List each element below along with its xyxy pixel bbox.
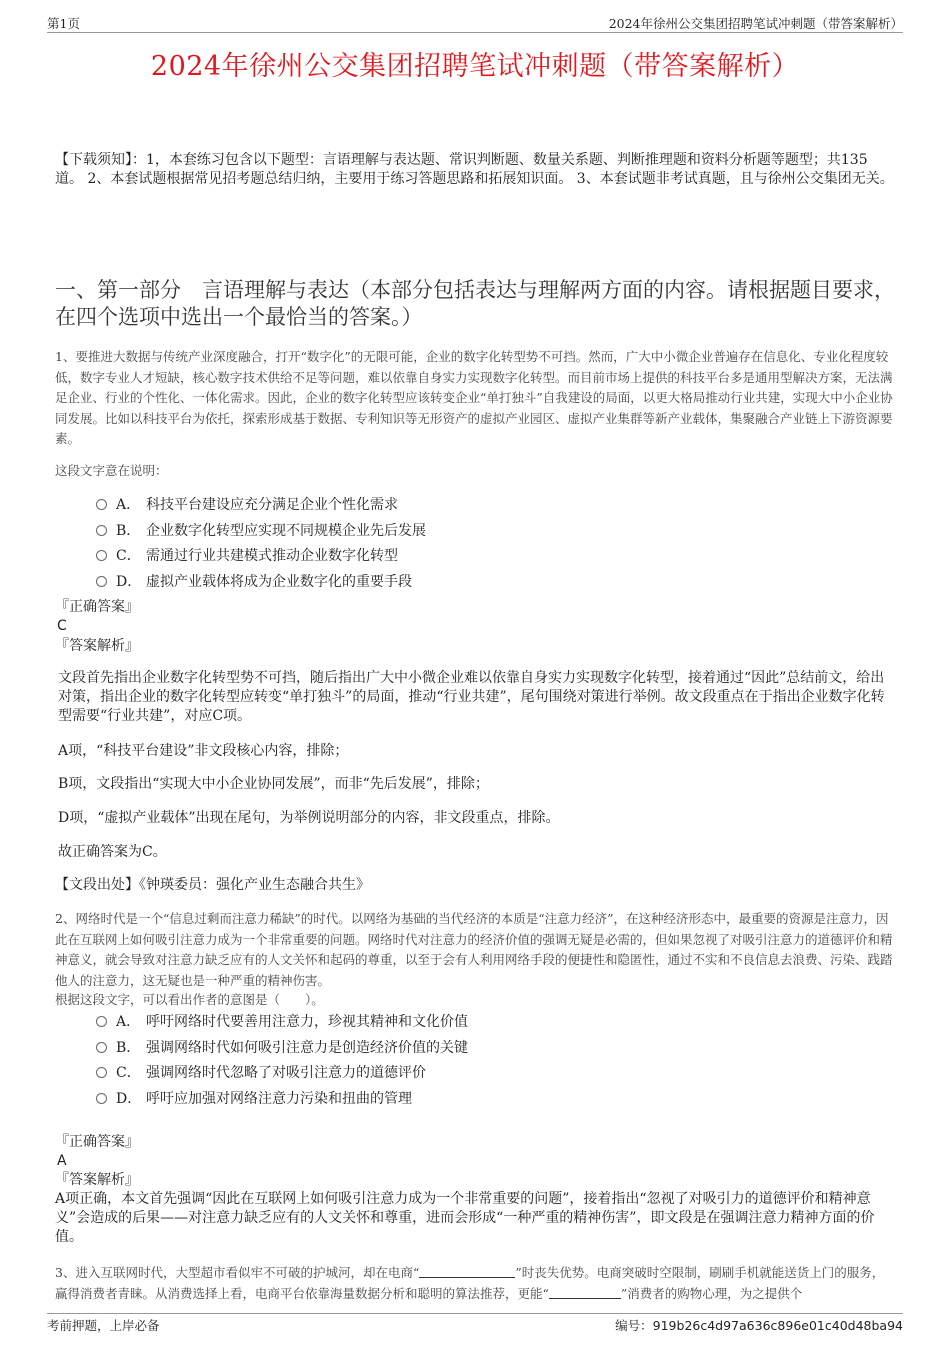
- footer-slogan: 考前押题，上岸必备: [47, 1318, 160, 1333]
- question-2-options: [96, 1010, 468, 1112]
- page-number: 第1页: [47, 16, 80, 31]
- question-2-option-c[interactable]: C． 强调网络时代忽略了对吸引注意力的道德评价: [96, 1061, 468, 1087]
- radio-icon[interactable]: [96, 499, 107, 510]
- radio-icon[interactable]: [96, 550, 107, 561]
- blank-2[interactable]: [549, 1286, 621, 1299]
- question-1-conclusion: 故正确答案为C。: [58, 844, 167, 860]
- question-2-answer: A: [57, 1153, 67, 1169]
- radio-icon[interactable]: [96, 1016, 107, 1027]
- download-notice: 【下载须知】：1，本套练习包含以下题型：言语理解与表达题、常识判断题、数量关系题、判断推理题和资料分析题等题型；共135道。 2、本套试题根据常见招考题总结归纳，主要用于练习答题思路和拓展知识面。 3、本套试题非考试真题，且与徐州公交集团无关。: [55, 152, 894, 187]
- question-1-option-b[interactable]: B． 企业数字化转型应实现不同规模企业先后发展: [96, 519, 426, 545]
- header-doc-title: 2024年徐州公交集团招聘笔试冲刺题（带答案解析）: [608, 16, 903, 31]
- question-1-analysis-a: A项，“科技平台建设”非文段核心内容，排除；: [58, 743, 349, 759]
- radio-icon[interactable]: [96, 1042, 107, 1053]
- question-2-analysis: A项正确，本文首先强调“因此在互联网上如何吸引注意力成为一个非常重要的问题”，接着指出“忽视了对吸引力的道德评价和精神意义”会造成的后果——对注意力缺乏应有的人文关怀和尊重，进而会形成“一种严重的精神伤害”，即文段是在强调注意力精神方面的价值。: [55, 1191, 875, 1245]
- question-1-option-a[interactable]: A． 科技平台建设应充分满足企业个性化需求: [96, 493, 426, 519]
- question-2-option-d[interactable]: D． 呼吁应加强对网络注意力污染和扭曲的管理: [96, 1087, 468, 1113]
- answer-analysis-label: 『答案解析』: [55, 638, 139, 654]
- correct-answer-label: 『正确答案』: [55, 1134, 139, 1150]
- radio-icon[interactable]: [96, 576, 107, 587]
- question-1-stem: 这段文字意在说明：: [55, 463, 168, 478]
- page-title: 2024年徐州公交集团招聘笔试冲刺题（带答案解析）: [150, 51, 800, 82]
- question-1-analysis-d: D项，“虚拟产业载体”出现在尾句，为举例说明部分的内容，非文段重点，排除。: [58, 810, 560, 826]
- question-1-option-c[interactable]: C． 需通过行业共建模式推动企业数字化转型: [96, 544, 426, 570]
- question-1-option-d[interactable]: D． 虚拟产业载体将成为企业数字化的重要手段: [96, 570, 426, 596]
- document-code: 编号：919b26c4d97a636c896e01c40d48ba94: [615, 1318, 903, 1333]
- section-heading: 一、第一部分 言语理解与表达（本部分包括表达与理解两方面的内容。请根据题目要求，在四个选项中选出一个最恰当的答案。）: [55, 278, 895, 329]
- question-3-text: 3、进入互联网时代，大型超市看似牢不可破的护城河，却在电商“ ”时丧失优势。电商突破时空限制，刷刷手机就能送货上门的服务，赢得消费者青睐。从消费选择上看，电商平台依靠海量数据分析和聪明的算法推荐，更能“ ”消费者的购物心理，为之提供个: [55, 1265, 885, 1301]
- answer-analysis-label: 『答案解析』: [55, 1172, 139, 1188]
- question-1-answer: C: [57, 618, 67, 634]
- question-2-option-a[interactable]: A． 呼吁网络时代要善用注意力，珍视其精神和文化价值: [96, 1010, 468, 1036]
- question-1-analysis-main: 文段首先指出企业数字化转型势不可挡，随后指出广大中小微企业难以依靠自身实力实现数字化转型，接着通过“因此”总结前文，给出对策，指出企业的数字化转型应转变“单打独斗”的局面，推动“行业共建”，尾句围绕对策进行举例。故文段重点在于指出企业数字化转型需要“行业共建”，对应C项。: [58, 670, 885, 724]
- question-1-analysis-b: B项，文段指出“实现大中小企业协同发展”，而非“先后发展”，排除；: [58, 776, 489, 792]
- question-1-source: 【文段出处】《钟瑛委员：强化产业生态融合共生》: [55, 877, 370, 893]
- blank-1[interactable]: [419, 1265, 515, 1278]
- page-footer: [47, 1313, 903, 1334]
- radio-icon[interactable]: [96, 1067, 107, 1078]
- question-2-text: 2、网络时代是一个“信息过剩而注意力稀缺”的时代。以网络为基础的当代经济的本质是“注意力经济”，在这种经济形态中，最重要的资源是注意力，因此在互联网上如何吸引注意力成为一个非常重要的问题。网络时代对注意力的经济价值的强调无疑是必需的，但如果忽视了对吸引注意力的道德评价和精神意义，就会导致对注意力缺乏应有的人文关怀和起码的尊重，以至于会有人利用网络手段的便捷性和隐匿性，通过不实和不良信息去浪费、污染、践踏他人的注意力，这无疑也是一种严重的精神伤害。: [55, 911, 893, 988]
- correct-answer-label: 『正确答案』: [55, 599, 139, 615]
- radio-icon[interactable]: [96, 525, 107, 536]
- question-1-options: [96, 493, 426, 595]
- radio-icon[interactable]: [96, 1093, 107, 1104]
- question-2-stem: 根据这段文字，可以看出作者的意图是（ ）。: [55, 992, 324, 1007]
- question-1-text: 1、要推进大数据与传统产业深度融合，打开“数字化”的无限可能，企业的数字化转型势不可挡。然而，广大中小微企业普遍存在信息化、专业化程度较低，数字专业人才短缺，核心数字技术供给不足等问题，难以依靠自身实力实现数字化转型。而目前市场上提供的科技平台多是通用型解决方案，无法满足企业、行业的个性化、一体化需求。因此，企业的数字化转型应该转变企业“单打独斗”自我建设的局面，以更大格局推动行业共建，实现大中小企业协同发展。比如以科技平台为依托，探索形成基于数据、专利知识等无形资产的虚拟产业园区、虚拟产业集群等新产业载体，集聚融合产业链上下游资源要素。: [55, 349, 893, 446]
- page-header: [47, 14, 903, 33]
- question-2-option-b[interactable]: B． 强调网络时代如何吸引注意力是创造经济价值的关键: [96, 1036, 468, 1062]
